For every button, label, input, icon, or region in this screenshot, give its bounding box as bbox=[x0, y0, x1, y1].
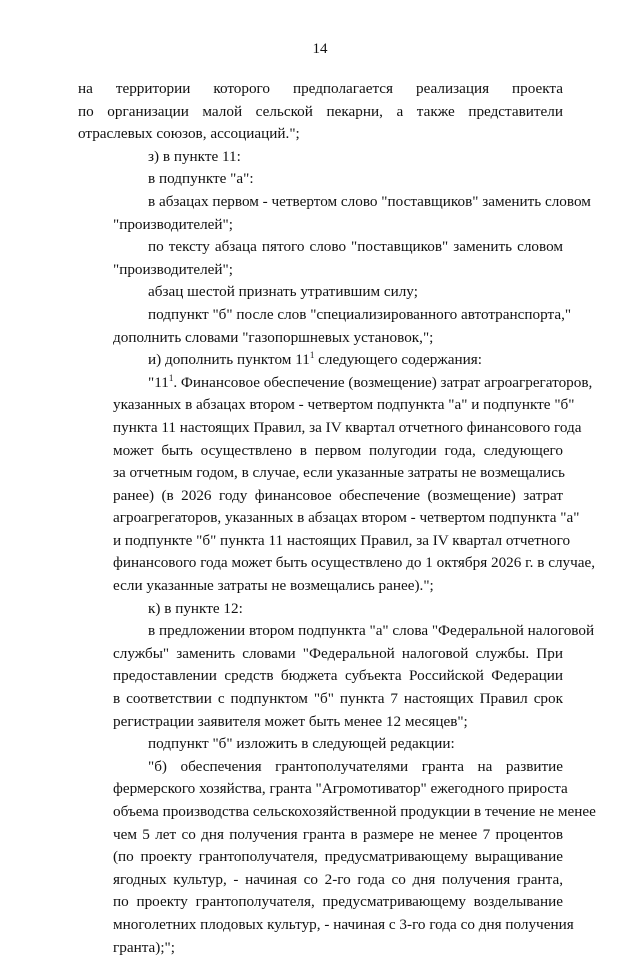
paragraph-abzats-6 bbox=[78, 281, 563, 304]
text-line: указанных в абзацах втором - четвертом подпункта "а" и подпункте "б" bbox=[113, 396, 575, 414]
text-line: по тексту абзаца пятого слово "поставщиков" заменить словом bbox=[148, 238, 563, 256]
text-line: подпункт "б" после слов "специализированного автотранспорта," bbox=[148, 305, 572, 323]
text-line: финансового года может быть осуществлено до 1 октября 2026 г. в случае, bbox=[113, 554, 596, 572]
paragraph-item-i bbox=[78, 349, 563, 372]
paragraph-sentence-two bbox=[78, 620, 595, 733]
text-line: в соответствии с подпунктом "б" пункта 7 настоящих Правил срок bbox=[113, 690, 563, 708]
text-line: на территории которого предполагается реализация проекта bbox=[78, 80, 563, 97]
text-line: в абзацах первом - четвертом слово "поставщиков" заменить словом bbox=[148, 192, 591, 210]
text-line: "б) обеспечения грантополучателями гранта на развитие bbox=[148, 757, 563, 775]
paragraph-subitem-b bbox=[78, 304, 572, 349]
paragraph-subitem-b-new bbox=[78, 733, 563, 756]
text-line: подпункт "б" изложить в следующей редакции: bbox=[148, 735, 455, 753]
text-line: службы" заменить словами "Федеральной налоговой службы. При bbox=[113, 644, 563, 662]
text-line: фермерского хозяйства, гранта "Агромотиватор" ежегодного прироста bbox=[113, 780, 568, 798]
paragraph-abzats-5 bbox=[78, 236, 563, 281]
text-line bbox=[78, 372, 593, 395]
text-line: предоставлении средств бюджета субъекта Российской Федерации bbox=[113, 667, 563, 685]
paragraph-point-11-1 bbox=[78, 372, 596, 598]
text-line: (по проекту грантополучателя, предусматривающему выращивание bbox=[113, 848, 563, 866]
text-line: "производителей"; bbox=[113, 215, 233, 233]
text-line: пункта 11 настоящих Правил, за IV квартал отчетного финансового года bbox=[113, 418, 582, 436]
text-line: дополнить словами "газопоршневых установок,"; bbox=[113, 328, 434, 346]
text-line: к) в пункте 12: bbox=[148, 599, 243, 617]
text-line bbox=[78, 349, 563, 372]
text-line: по организации малой сельской пекарни, а также представители bbox=[78, 102, 563, 120]
text-fragment: следующего содержания: bbox=[314, 351, 482, 369]
text-line: "производителей"; bbox=[113, 260, 233, 278]
superscript: 1 bbox=[309, 350, 315, 361]
text-line: чем 5 лет со дня получения гранта в размере не менее 7 процентов bbox=[113, 825, 563, 843]
paragraph-abzats-1-4 bbox=[78, 191, 591, 236]
text-line: отраслевых союзов, ассоциаций."; bbox=[78, 125, 300, 143]
paragraph-item-k bbox=[78, 598, 563, 621]
text-line: за отчетным годом, в случае, если указанные затраты не возмещались bbox=[113, 464, 565, 482]
text-line: многолетних плодовых культур, - начиная с 3-го года со дня получения bbox=[113, 915, 574, 933]
text-line: агроагрегаторов, указанных в абзацах втором - четвертом подпункта "а" bbox=[113, 509, 580, 527]
paragraph-subitem-a bbox=[78, 168, 563, 191]
text-line: регистрации заявителя может быть менее 12 месяцев"; bbox=[113, 712, 468, 730]
superscript: 1 bbox=[168, 372, 174, 383]
paragraph-subitem-b-text bbox=[78, 756, 596, 959]
page-number: 14 bbox=[312, 41, 328, 57]
text-line: з) в пункте 11: bbox=[148, 147, 241, 165]
text-line: гранта);"; bbox=[113, 938, 175, 956]
text-fragment: . Финансовое обеспечение (возмещение) затрат агроагрегаторов, bbox=[173, 373, 593, 391]
paragraph-continuation bbox=[78, 78, 563, 146]
text-line: может быть осуществлено в первом полугодии года, следующего bbox=[113, 441, 563, 459]
document-body bbox=[78, 78, 596, 959]
text-line: ягодных культур, - начиная со 2-го года со дня получения гранта, bbox=[113, 870, 563, 888]
text-line: в предложении втором подпункта "а" слова "Федеральной налоговой bbox=[148, 622, 595, 640]
paragraph-item-z bbox=[78, 146, 563, 169]
text-fragment: "11 bbox=[148, 373, 169, 391]
text-line: абзац шестой признать утратившим силу; bbox=[148, 283, 418, 301]
text-line: по проекту грантополучателя, предусматривающему возделывание bbox=[113, 893, 563, 911]
text-line: и подпункте "б" пункта 11 настоящих Правил, за IV квартал отчетного bbox=[113, 531, 571, 549]
text-line: ранее) (в 2026 году финансовое обеспечение (возмещение) затрат bbox=[113, 486, 563, 504]
text-fragment: и) дополнить пунктом 11 bbox=[148, 351, 310, 369]
text-line: объема производства сельскохозяйственной продукции в течение не менее bbox=[113, 803, 596, 820]
text-line: в подпункте "а": bbox=[148, 170, 254, 188]
text-line: если указанные затраты не возмещались ранее)."; bbox=[113, 577, 434, 595]
